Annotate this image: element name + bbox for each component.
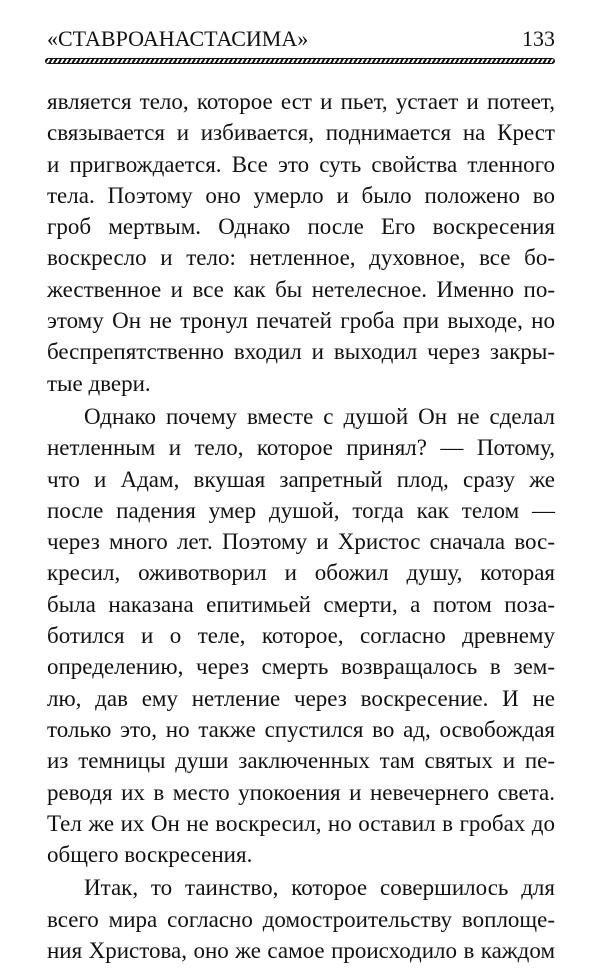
- text-line: нетленным и тело, которое принял? — Потому,: [47, 435, 555, 461]
- text-line: жественное и все как бы нетелесное. Именно по-: [47, 276, 555, 302]
- text-line: после падения умер душой, тогда как телом —: [47, 497, 555, 523]
- text-line: гроб мертвым. Однако после Его воскресения: [47, 214, 555, 240]
- text-line: общего воскресения.: [47, 842, 253, 868]
- text-line: через много лет. Поэтому и Христос сначала вос-: [47, 529, 555, 555]
- text-line: Однако почему вместе с душой Он не сделал: [84, 403, 555, 429]
- text-line: тые двери.: [47, 370, 151, 396]
- paragraph: [47, 86, 555, 399]
- text-line: ботился и о теле, которое, согласно древнему: [47, 623, 555, 649]
- text-line: что и Адам, вкушая запретный плод, сразу же: [47, 466, 555, 492]
- text-line: реводя их в место упокоения и невечернего света.: [47, 779, 555, 805]
- page-number: 133: [522, 26, 555, 51]
- text-line: кресил, оживотворил и обожил душу, которая: [47, 560, 555, 586]
- text-line: является тело, которое ест и пьет, устает и потеет,: [47, 89, 555, 114]
- text-line: и пригвождается. Все это суть свойства тленного: [47, 151, 555, 177]
- text-line: из темницы души заключенных там святых и пе-: [47, 748, 555, 774]
- text-line: связывается и избивается, поднимается на Крест: [47, 120, 555, 146]
- text-line: была наказана епитимьей смерти, а потом поза-: [47, 591, 555, 617]
- paragraph: [47, 401, 555, 870]
- paragraph: [47, 872, 555, 966]
- text-line: Итак, то таинство, которое совершилось для: [84, 875, 555, 901]
- text-line: беспрепятственно входил и выходил через закры-: [47, 339, 555, 365]
- text-line: лю, дав ему нетление через воскресение. И не: [47, 685, 555, 711]
- text-line: этому Он не тронул печатей гроба при выходе, но: [47, 308, 555, 334]
- text-line: всего мира согласно домостроительству воплоще-: [47, 906, 555, 932]
- text-line: определению, через смерть возвращалось в зем-: [47, 654, 555, 680]
- text-line: ния Христова, оно же самое происходило в каждом: [47, 938, 555, 964]
- text-line: Тел же их Он не воскресил, но оставил в гробах до: [47, 810, 555, 836]
- text-line: воскресло и тело: нетленное, духовное, все бо-: [47, 245, 555, 271]
- running-header: [47, 22, 555, 52]
- running-title: «СТАВРОАНАСТАСИМА»: [47, 26, 309, 51]
- body-text: [47, 86, 555, 966]
- text-line: только это, но также спустился во ад, освобождая: [47, 716, 555, 742]
- decorative-rope-rule: [45, 58, 555, 64]
- text-line: тела. Поэтому оно умерло и было положено во: [47, 182, 555, 208]
